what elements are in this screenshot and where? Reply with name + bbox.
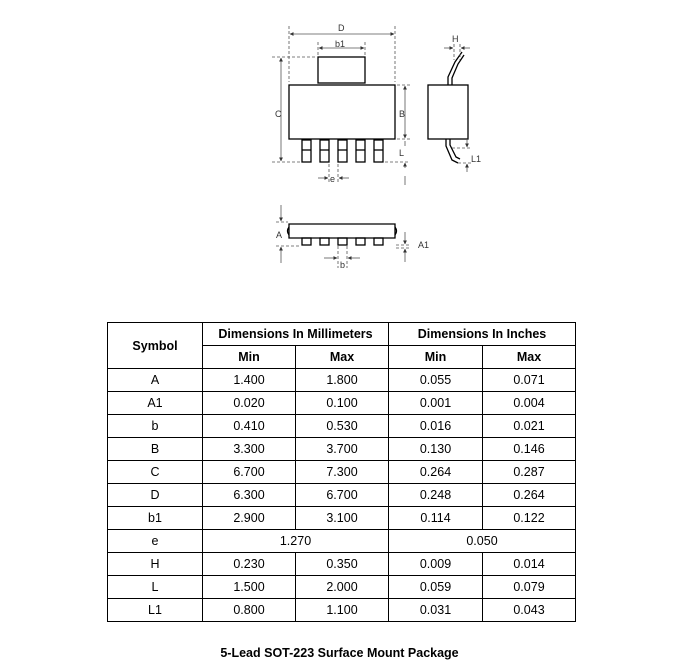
table-row xyxy=(108,392,576,415)
mm-max-cell: 0.350 xyxy=(296,553,389,576)
in-min-cell: 0.114 xyxy=(389,507,483,530)
in-max-cell: 0.146 xyxy=(483,438,576,461)
in-max-cell: 0.287 xyxy=(483,461,576,484)
mm-min-cell: 0.410 xyxy=(203,415,296,438)
mm-max-cell: 3.700 xyxy=(296,438,389,461)
label-C: C xyxy=(275,109,282,119)
mm-min-cell: 6.300 xyxy=(203,484,296,507)
symbol-cell: L xyxy=(108,576,203,599)
table-row xyxy=(108,530,576,553)
label-A1: A1 xyxy=(418,240,430,250)
in-min-cell: 0.055 xyxy=(389,369,483,392)
in-min-header: Min xyxy=(389,346,483,369)
mm-min-cell: 1.400 xyxy=(203,369,296,392)
top-view xyxy=(289,57,395,162)
symbol-header: Symbol xyxy=(108,323,203,369)
mm-max-cell: 2.000 xyxy=(296,576,389,599)
package-leads xyxy=(302,140,383,162)
label-b1: b1 xyxy=(335,39,346,49)
symbol-cell: C xyxy=(108,461,203,484)
mm-min-header: Min xyxy=(203,346,296,369)
symbol-cell: D xyxy=(108,484,203,507)
label-A: A xyxy=(276,230,283,240)
front-body xyxy=(289,224,395,238)
mm-min-cell: 2.900 xyxy=(203,507,296,530)
in-max-cell: 0.079 xyxy=(483,576,576,599)
package-caption: 5-Lead SOT-223 Surface Mount Package xyxy=(220,646,459,660)
in-min-cell: 0.059 xyxy=(389,576,483,599)
in-min-cell: 0.248 xyxy=(389,484,483,507)
symbol-cell: H xyxy=(108,553,203,576)
mm-nominal-cell: 1.270 xyxy=(203,530,389,553)
in-min-cell: 0.009 xyxy=(389,553,483,576)
millimeters-group-header: Dimensions In Millimeters xyxy=(203,323,389,346)
symbol-cell: b xyxy=(108,415,203,438)
package-tab xyxy=(318,57,365,83)
symbol-cell: e xyxy=(108,530,203,553)
symbol-cell: b1 xyxy=(108,507,203,530)
in-min-cell: 0.031 xyxy=(389,599,483,622)
package-outline-drawing xyxy=(0,0,679,300)
in-min-cell: 0.130 xyxy=(389,438,483,461)
front-leads xyxy=(302,238,383,245)
mm-max-cell: 7.300 xyxy=(296,461,389,484)
in-max-cell: 0.264 xyxy=(483,484,576,507)
symbol-cell: L1 xyxy=(108,599,203,622)
in-max-cell: 0.071 xyxy=(483,369,576,392)
table-row xyxy=(108,461,576,484)
mm-min-cell: 0.800 xyxy=(203,599,296,622)
in-max-cell: 0.122 xyxy=(483,507,576,530)
label-B: B xyxy=(399,109,406,119)
label-D: D xyxy=(338,23,345,33)
symbol-cell: B xyxy=(108,438,203,461)
table-row xyxy=(108,369,576,392)
in-nominal-cell: 0.050 xyxy=(389,530,576,553)
side-lead-bottom xyxy=(446,139,460,163)
mm-max-cell: 0.530 xyxy=(296,415,389,438)
table-row xyxy=(108,484,576,507)
table-row xyxy=(108,553,576,576)
mm-max-cell: 1.800 xyxy=(296,369,389,392)
in-max-cell: 0.021 xyxy=(483,415,576,438)
dimension-L xyxy=(385,141,410,185)
table-row xyxy=(108,599,576,622)
in-min-cell: 0.264 xyxy=(389,461,483,484)
front-view xyxy=(288,224,397,245)
in-max-header: Max xyxy=(483,346,576,369)
mm-min-cell: 6.700 xyxy=(203,461,296,484)
dimensions-table xyxy=(107,322,576,622)
dimension-H xyxy=(444,44,470,60)
table-header-row xyxy=(108,323,576,346)
mm-min-cell: 1.500 xyxy=(203,576,296,599)
mm-max-cell: 3.100 xyxy=(296,507,389,530)
inches-group-header: Dimensions In Inches xyxy=(389,323,576,346)
mm-min-cell: 3.300 xyxy=(203,438,296,461)
dimension-D xyxy=(289,26,395,82)
side-view xyxy=(428,52,468,163)
mm-max-cell: 0.100 xyxy=(296,392,389,415)
table-row xyxy=(108,438,576,461)
side-lead-top xyxy=(448,52,464,85)
symbol-cell: A1 xyxy=(108,392,203,415)
package-body xyxy=(289,85,395,139)
label-e: e xyxy=(330,174,336,184)
side-body xyxy=(428,85,468,139)
mm-max-cell: 1.100 xyxy=(296,599,389,622)
table-row xyxy=(108,507,576,530)
mm-max-header: Max xyxy=(296,346,389,369)
in-min-cell: 0.016 xyxy=(389,415,483,438)
table-row xyxy=(108,576,576,599)
in-min-cell: 0.001 xyxy=(389,392,483,415)
label-b: b xyxy=(340,260,346,270)
mm-min-cell: 0.020 xyxy=(203,392,296,415)
label-L: L xyxy=(399,148,405,158)
table-row xyxy=(108,415,576,438)
label-L1: L1 xyxy=(471,154,482,164)
symbol-cell: A xyxy=(108,369,203,392)
in-max-cell: 0.043 xyxy=(483,599,576,622)
in-max-cell: 0.014 xyxy=(483,553,576,576)
label-H: H xyxy=(452,34,459,44)
dimension-A1 xyxy=(396,232,410,262)
in-max-cell: 0.004 xyxy=(483,392,576,415)
mm-min-cell: 0.230 xyxy=(203,553,296,576)
mm-max-cell: 6.700 xyxy=(296,484,389,507)
